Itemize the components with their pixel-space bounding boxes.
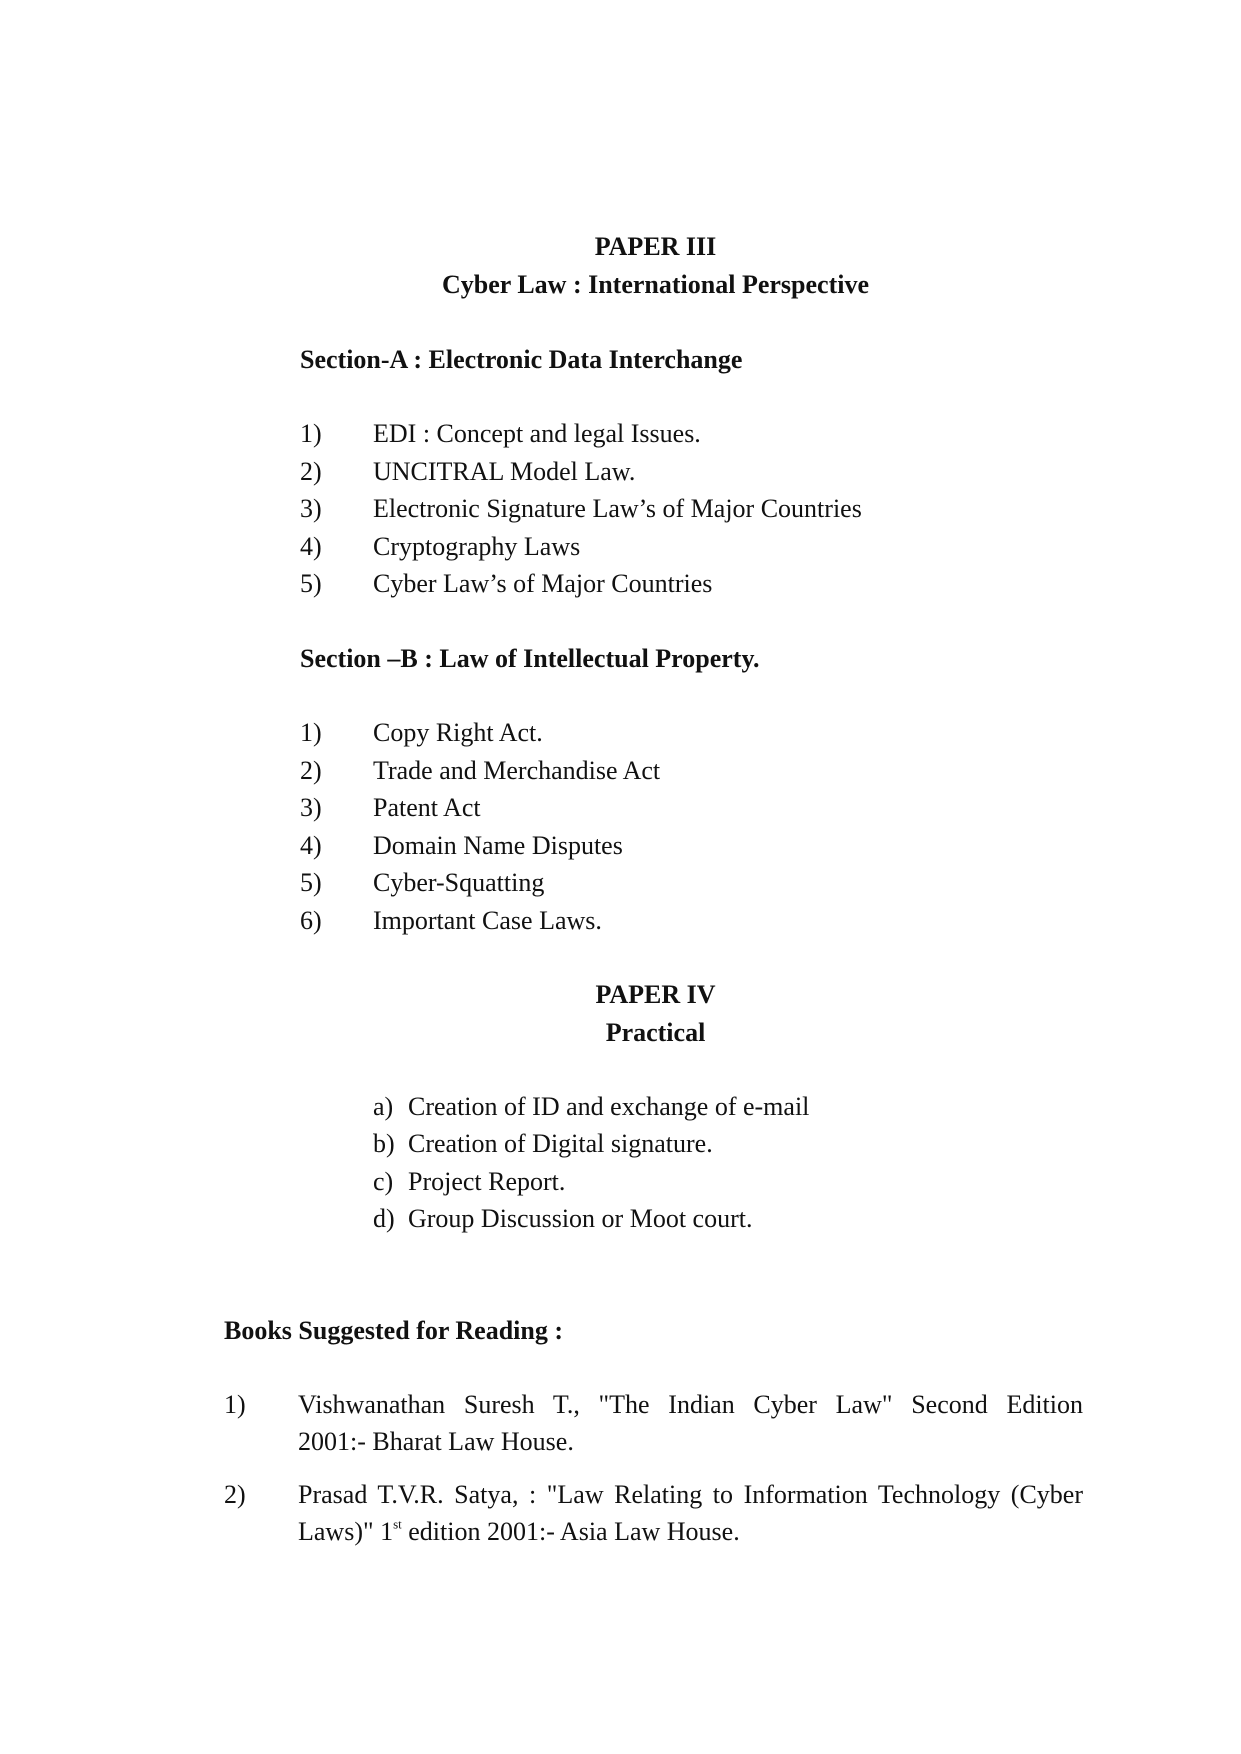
book-citation-line: 2001:- Bharat Law House.	[298, 1427, 574, 1456]
list-item-text: Creation of ID and exchange of e-mail	[408, 1092, 810, 1121]
citation-text: edition 2001:- Asia Law House.	[401, 1517, 740, 1546]
book-citation-line: Prasad T.V.R. Satya, : "Law Relating to Information Technology (Cyber	[298, 1480, 1083, 1509]
list-item-number: 3)	[300, 494, 322, 523]
list-item-text: Patent Act	[373, 793, 481, 822]
section-b-heading: Section –B : Law of Intellectual Property.	[300, 644, 760, 673]
list-item-number: 4)	[300, 831, 322, 860]
list-item-letter: a)	[373, 1092, 394, 1121]
list-item-text: Domain Name Disputes	[373, 831, 623, 860]
list-item-number: 2)	[300, 756, 322, 785]
list-item-text: Copy Right Act.	[373, 718, 543, 747]
list-item-number: 1)	[300, 419, 322, 448]
list-item-letter: c)	[373, 1167, 394, 1196]
list-item-number: 6)	[300, 906, 322, 935]
list-item-text: EDI : Concept and legal Issues.	[373, 419, 701, 448]
list-item-number: 3)	[300, 793, 322, 822]
list-item-text: Electronic Signature Law’s of Major Countries	[373, 494, 862, 523]
list-item-text: Cyber-Squatting	[373, 868, 545, 897]
list-item-letter: b)	[373, 1129, 395, 1158]
list-item-text: Important Case Laws.	[373, 906, 602, 935]
list-item-number: 2)	[300, 457, 322, 486]
book-number: 2)	[224, 1480, 246, 1509]
books-heading: Books Suggested for Reading :	[224, 1316, 564, 1345]
list-item-text: Project Report.	[408, 1167, 566, 1196]
paper-4-subtitle: Practical	[605, 1018, 706, 1047]
list-item-text: Group Discussion or Moot court.	[408, 1204, 753, 1233]
book-citation-line: Vishwanathan Suresh T., "The Indian Cyber Law" Second Edition	[298, 1390, 1083, 1419]
citation-text: Laws)" 1	[298, 1517, 394, 1546]
list-item-number: 1)	[300, 718, 322, 747]
paper-3-title: PAPER III	[594, 232, 717, 261]
list-item-text: Creation of Digital signature.	[408, 1129, 713, 1158]
list-item-text: Cryptography Laws	[373, 532, 581, 561]
list-item-text: UNCITRAL Model Law.	[373, 457, 636, 486]
book-citation-line	[298, 1516, 740, 1546]
list-item-letter: d)	[373, 1204, 395, 1233]
list-item-number: 4)	[300, 532, 322, 561]
list-item-text: Trade and Merchandise Act	[373, 756, 661, 785]
ordinal-suffix: st	[393, 1516, 402, 1532]
list-item-number: 5)	[300, 569, 322, 598]
paper-4-title: PAPER IV	[595, 980, 716, 1009]
list-item-number: 5)	[300, 868, 322, 897]
paper-3-subtitle: Cyber Law : International Perspective	[441, 270, 869, 299]
list-item-text: Cyber Law’s of Major Countries	[373, 569, 713, 598]
book-number: 1)	[224, 1390, 246, 1419]
section-a-heading: Section-A : Electronic Data Interchange	[300, 345, 743, 374]
